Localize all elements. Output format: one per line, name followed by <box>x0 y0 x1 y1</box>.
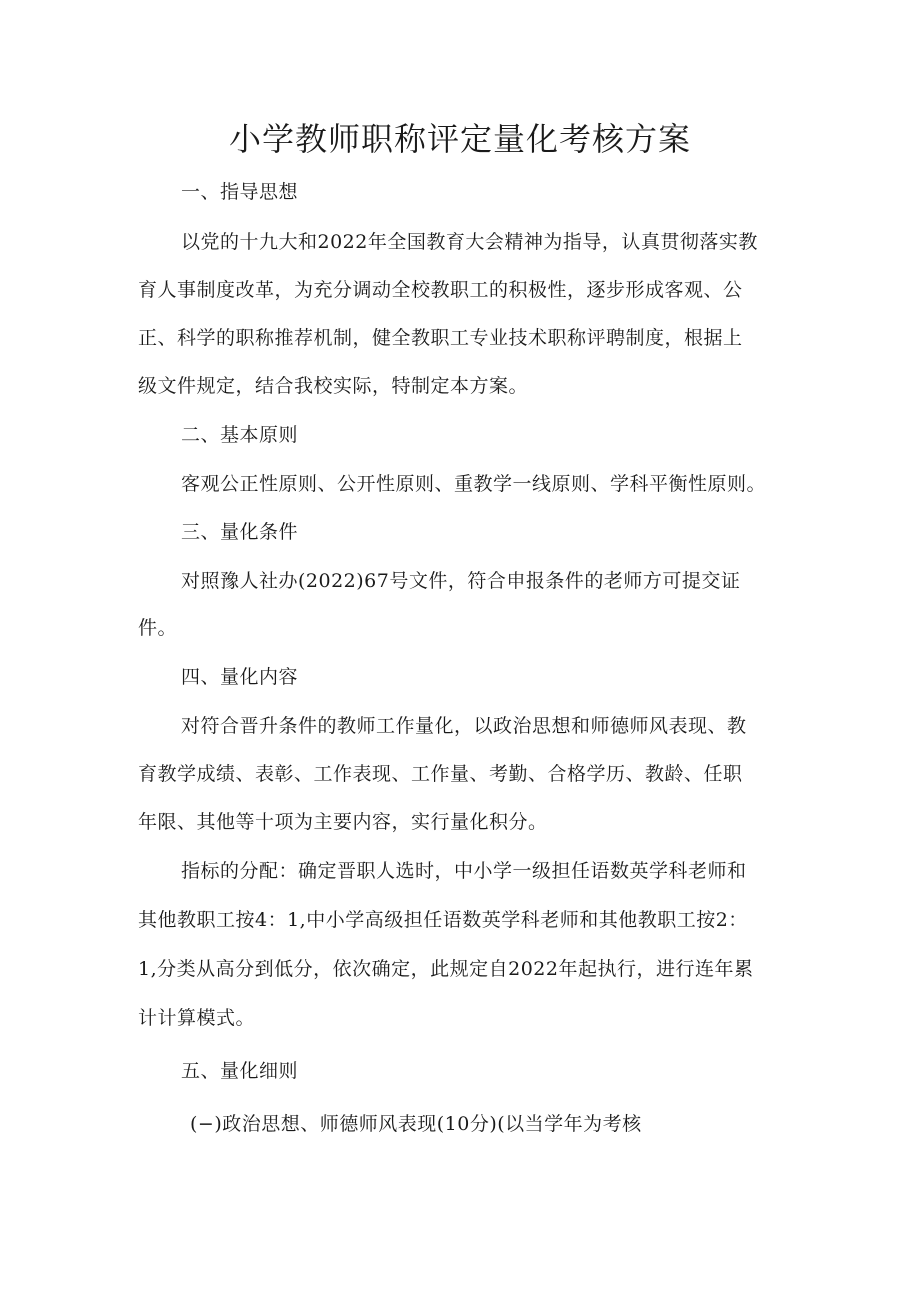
paragraph-line: 正、科学的职称推荐机制，健全教职工专业技术职称评聘制度，根据上 <box>138 327 743 349</box>
paragraph-line: 对符合晋升条件的教师工作量化，以政治思想和师德师风表现、教 <box>181 715 747 737</box>
paragraph-line: 1,分类从高分到低分，依次确定，此规定自2022年起执行，进行连年累 <box>138 958 754 980</box>
heading-guiding-thought: 一、指导思想 <box>181 181 299 203</box>
paragraph-line: 级文件规定，结合我校实际，特制定本方案。 <box>138 375 529 397</box>
paragraph-line: 以党的十九大和2022年全国教育大会精神为指导，认真贯彻落实教 <box>181 231 758 253</box>
paragraph-line: 计计算模式。 <box>138 1007 256 1029</box>
paragraph-line: 指标的分配：确定晋职人选时，中小学一级担任语数英学科老师和 <box>181 860 747 882</box>
paragraph-line: 年限、其他等十项为主要内容，实行量化积分。 <box>138 811 548 833</box>
paragraph-line: 对照豫人社办(2022)67号文件，符合申报条件的老师方可提交证 <box>181 570 741 592</box>
paragraph-line: 客观公正性原则、公开性原则、重教学一线原则、学科平衡性原则。 <box>181 473 767 495</box>
paragraph-line: 育人事制度改革，为充分调动全校教职工的积极性，逐步形成客观、公 <box>138 279 743 301</box>
paragraph-line: 件。 <box>138 617 178 639</box>
document-title: 小学教师职称评定量化考核方案 <box>228 120 691 158</box>
heading-quantification-details: 五、量化细则 <box>181 1060 299 1082</box>
heading-basic-principles: 二、基本原则 <box>181 424 299 446</box>
paragraph-line: 育教学成绩、表彰、工作表现、工作量、考勤、合格学历、教龄、任职 <box>138 763 743 785</box>
sub-item-line: (−)政治思想、师德师风表现(10分)(以当学年为考核 <box>190 1113 642 1135</box>
heading-quantification-content: 四、量化内容 <box>181 666 299 688</box>
heading-quantification-conditions: 三、量化条件 <box>181 521 299 543</box>
paragraph-line: 其他教职工按4：1,中小学高级担任语数英学科老师和其他教职工按2： <box>138 909 748 931</box>
